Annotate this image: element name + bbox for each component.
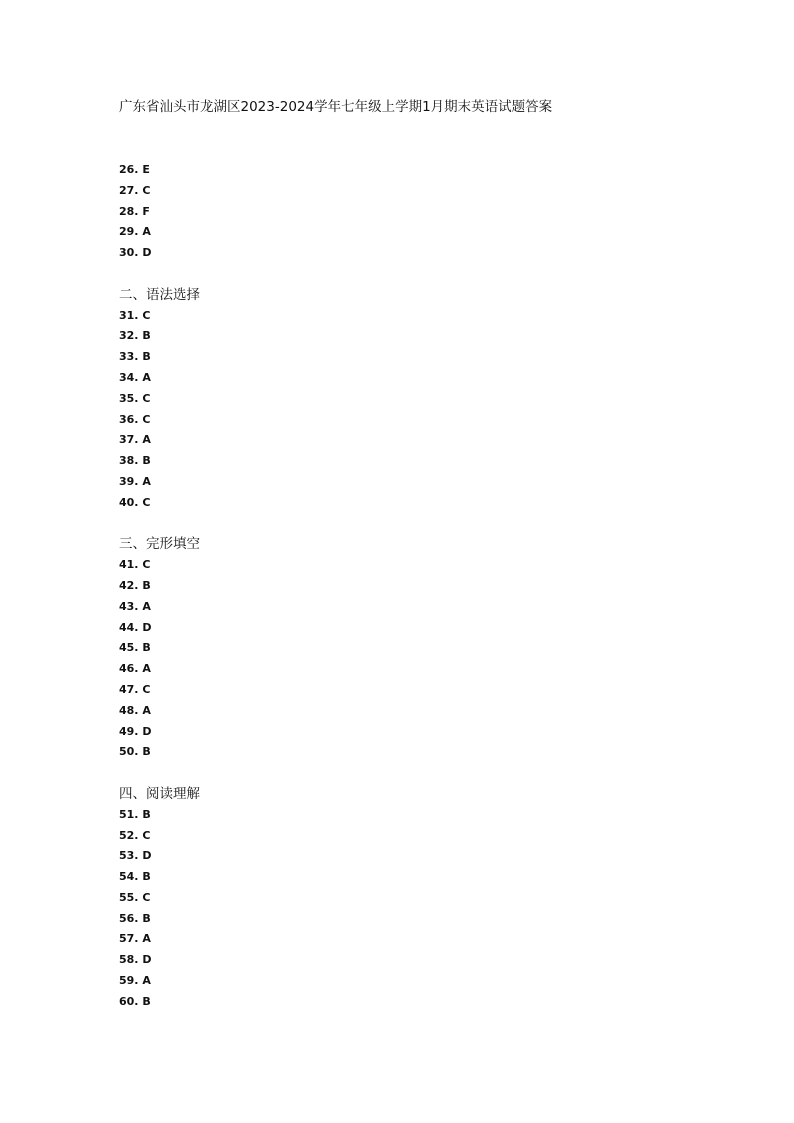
answer-line: 44. D	[119, 620, 152, 634]
answer-line: 40. C	[119, 495, 151, 509]
answer-section-matching	[119, 160, 679, 264]
answer-section-cloze	[119, 534, 679, 763]
answer-line: 41. C	[119, 558, 151, 572]
answer-line: 26. E	[119, 163, 150, 176]
answer-line: 47. C	[119, 682, 151, 696]
answer-section-grammar	[119, 285, 679, 514]
section-heading: 二、语法选择	[119, 286, 200, 303]
answer-line: 29. A	[119, 225, 151, 239]
answer-line: 32. B	[119, 329, 151, 343]
answer-line: 43. A	[119, 599, 151, 613]
answer-section-reading	[119, 784, 679, 1013]
answer-line: 60. B	[119, 994, 151, 1008]
answer-line: 50. B	[119, 745, 151, 759]
answer-content	[119, 160, 679, 1013]
answer-line: 28. F	[119, 204, 150, 218]
answer-line: 48. A	[119, 703, 151, 717]
answer-line: 36. C	[119, 412, 151, 426]
answer-line: 53. D	[119, 849, 152, 863]
answer-line: 35. C	[119, 391, 151, 405]
answer-line: 51. B	[119, 807, 151, 821]
answer-line: 38. B	[119, 454, 151, 468]
answer-line: 27. C	[119, 183, 151, 197]
answer-line: 57. A	[119, 932, 151, 946]
answer-line: 52. C	[119, 828, 151, 842]
answer-line: 46. A	[119, 662, 151, 676]
section-heading: 三、完形填空	[119, 536, 200, 553]
answer-line: 42. B	[119, 578, 151, 592]
answer-line: 30. D	[119, 246, 152, 260]
answer-line: 31. C	[119, 308, 151, 322]
answer-line: 58. D	[119, 953, 152, 967]
answer-line: 39. A	[119, 474, 151, 488]
answer-line: 37. A	[119, 433, 151, 447]
answer-line: 45. B	[119, 641, 151, 655]
answer-line: 33. B	[119, 350, 151, 364]
answer-line: 59. A	[119, 974, 151, 988]
answer-line: 54. B	[119, 870, 151, 884]
answer-line: 56. B	[119, 911, 151, 925]
document-title: 广东省汕头市龙湖区2023-2024学年七年级上学期1月期末英语试题答案	[119, 99, 553, 115]
answer-line: 49. D	[119, 724, 152, 738]
section-heading: 四、阅读理解	[119, 785, 200, 802]
answer-line: 55. C	[119, 890, 151, 904]
answer-line: 34. A	[119, 370, 151, 384]
